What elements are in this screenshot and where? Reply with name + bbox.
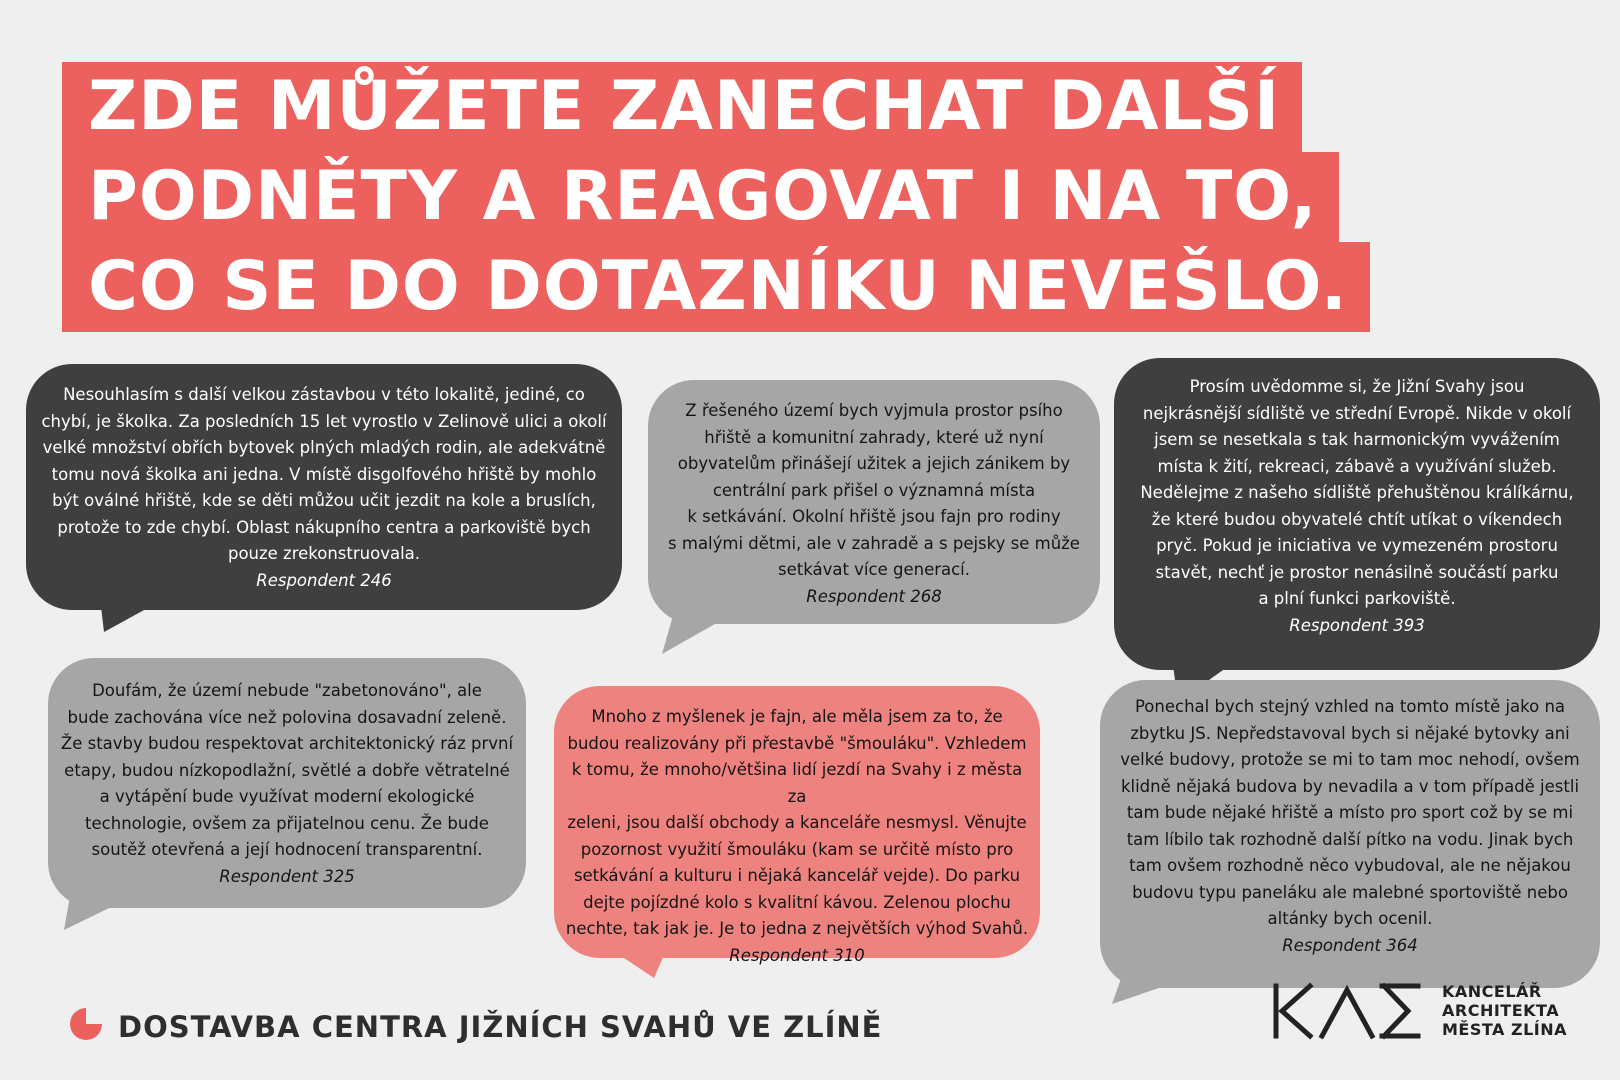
comment-line: setkávání a kulturu i nějaká kancelář vejde). Do parku (573, 866, 1021, 885)
respondent-label: Respondent 268 (806, 586, 942, 606)
logo-line: KANCELÁŘ (1442, 982, 1542, 1001)
comment-text (58, 678, 516, 864)
comment-line: velké budovy, protože se mi to tam moc nehodí, ovšem (1120, 750, 1580, 769)
comment-text (1108, 694, 1592, 933)
comment-line: pozornost využití šmouláku (kam se určitě místo pro (580, 839, 1014, 859)
comment-line: a vytápění bude využívat moderní ekologické (99, 787, 475, 806)
comment-bubble-364 (1100, 680, 1600, 988)
comment-line: altánky bych ocenil. (1267, 909, 1433, 928)
comment-line: obyvatelům přinášejí užitek a jejich zánikem by (677, 454, 1071, 473)
speech-tail (60, 896, 140, 932)
respondent-label: Respondent 393 (1289, 615, 1425, 635)
comment-line: bude zachována více než polovina dosavadní zeleně. (67, 707, 507, 727)
comment-line: Z řešeného území bych vyjmula prostor psího (685, 401, 1063, 420)
comment-line: k tomu, že mnoho/většina lidí jezdí na Svahy i z města za (571, 760, 1023, 806)
comment-line: Že stavby budou respektovat architektonický ráz první (60, 734, 514, 753)
comment-line: technologie, ovšem za přijatelnou cenu. Že bude (85, 813, 489, 833)
comment-line: budou realizovány při přestavbě "šmouláku". Vzhledem (567, 733, 1027, 753)
comment-line: etapy, budou nízkopodlažní, světlé a dobře větratelné (64, 760, 510, 780)
comment-bubble-246 (26, 364, 622, 610)
comment-line: nechte, tak jak je. Je to jedna z největších výhod Svahů. (565, 919, 1029, 938)
comment-line: tam líbilo tak rozhodně další pítko na vodu. Jinak bych (1126, 829, 1574, 849)
comment-line: k setkávání. Okolní hřiště jsou fajn pro rodiny (687, 507, 1061, 526)
respondent-label: Respondent 246 (256, 570, 392, 590)
comment-line: Mnoho z myšlenek je fajn, ale měla jsem za to, že (591, 707, 1003, 726)
speech-tail (660, 612, 740, 656)
comment-line: velké množství obřích bytovek plných mladých rodin, ale adekvátně (42, 438, 606, 457)
comment-text (562, 704, 1032, 943)
comment-bubble-310 (554, 686, 1040, 965)
comment-line: chybí, je školka. Za posledních 15 let vyrostlo v Zelinově ulici a okolí (41, 411, 607, 431)
logo-line: ARCHITEKTA (1442, 1001, 1560, 1020)
comment-line: s malými dětmi, ale v zahradě a s pejsky se může (668, 533, 1080, 553)
comment-line: Nesouhlasím s další velkou zástavbou v této lokalitě, jediné, co (63, 385, 585, 404)
comment-line: že které budou obyvatelé chtít utíkat o víkendech (1151, 509, 1563, 529)
comment-line: tam bude nějaké hřiště a místo pro sport což by se mi (1126, 803, 1574, 822)
comment-line: centrální park přišel o významná místa (712, 480, 1036, 500)
comment-line: Doufám, že území nebude "zabetonováno", ale (92, 681, 482, 700)
respondent-label: Respondent 310 (729, 945, 865, 965)
pie-chart-icon (68, 1006, 104, 1042)
comment-line: jsem se nesetkala s tak harmonickým vyvážením (1154, 430, 1560, 449)
project-title: DOSTAVBA CENTRA JIŽNÍCH SVAHŮ VE ZLÍNĚ (118, 1010, 883, 1044)
comment-bubble-268 (648, 380, 1100, 624)
comment-line: pryč. Pokud je iniciativa ve vymezeném prostoru (1156, 536, 1558, 555)
comment-line: hřiště a komunitní zahrady, které už nyní (704, 427, 1044, 447)
speech-tail (96, 598, 176, 634)
comment-line: soutěž otevřená a její hodnocení transparentní. (91, 840, 483, 859)
comment-line: tomu nová školka ani jedna. V místě disgolfového hřiště by mohlo (51, 464, 597, 484)
comment-line: protože to zde chybí. Oblast nákupního centra a parkoviště bych (57, 517, 591, 537)
comment-line: budovu typu paneláku ale malebné sportoviště nebo (1132, 882, 1568, 902)
comment-line: dejte pojízdné kolo s kvalitní kávou. Zelenou plochu (583, 892, 1011, 912)
comment-line: tam ovšem rozhodně něco vybudoval, ale ne nějakou (1129, 856, 1571, 875)
comment-line: zbytku JS. Nepředstavoval bych si nějaké bytovky ani (1130, 723, 1570, 743)
headline-line-3: CO SE DO DOTAZNÍKU NEVEŠLO. (62, 242, 1370, 332)
kam-logo-mark (1272, 982, 1422, 1040)
comment-line: Prosím uvědomme si, že Jižní Svahy jsou (1189, 377, 1525, 396)
comment-bubble-325 (48, 658, 526, 908)
logo-line: MĚSTA ZLÍNA (1442, 1020, 1568, 1039)
speech-tail (1110, 976, 1200, 1006)
comment-text (658, 398, 1090, 584)
headline-line-1: ZDE MŮŽETE ZANECHAT DALŠÍ (62, 62, 1302, 152)
comment-line: místa k žití, rekreaci, zábavě a využívání služeb. (1157, 456, 1557, 476)
comment-line: stavět, nechť je prostor nenásilně součástí parku (1155, 562, 1559, 582)
headline-line-2: PODNĚTY A REAGOVAT I NA TO, (62, 152, 1339, 242)
comment-bubble-393 (1114, 358, 1600, 670)
comment-line: setkávat více generací. (777, 560, 971, 579)
comment-line: pouze zrekonstruovala. (227, 544, 421, 563)
comment-text (40, 382, 608, 568)
comment-text (1124, 374, 1590, 613)
comment-line: zeleni, jsou další obchody a kanceláře nesmysl. Věnujte (567, 813, 1027, 832)
comment-line: Ponechal bych stejný vzhled na tomto místě jako na (1134, 697, 1566, 716)
comment-line: být oválné hřiště, kde se děti můžou učit jezdit na kole a bruslích, (52, 491, 596, 510)
comment-line: klidně nějaká budova by nevadila a v tom případě jestli (1120, 776, 1580, 796)
speech-tail (602, 946, 672, 980)
respondent-label: Respondent 364 (1282, 935, 1418, 955)
comment-line: nejkrásnější sídliště ve střední Evropě. Nikde v okolí (1142, 403, 1572, 423)
respondent-label: Respondent 325 (219, 866, 355, 886)
comment-line: Nedělejme z našeho sídliště přehuštěnou králíkárnu, (1140, 483, 1574, 502)
comment-line: a plní funkci parkoviště. (1258, 589, 1456, 608)
logo-text (1442, 982, 1567, 1039)
